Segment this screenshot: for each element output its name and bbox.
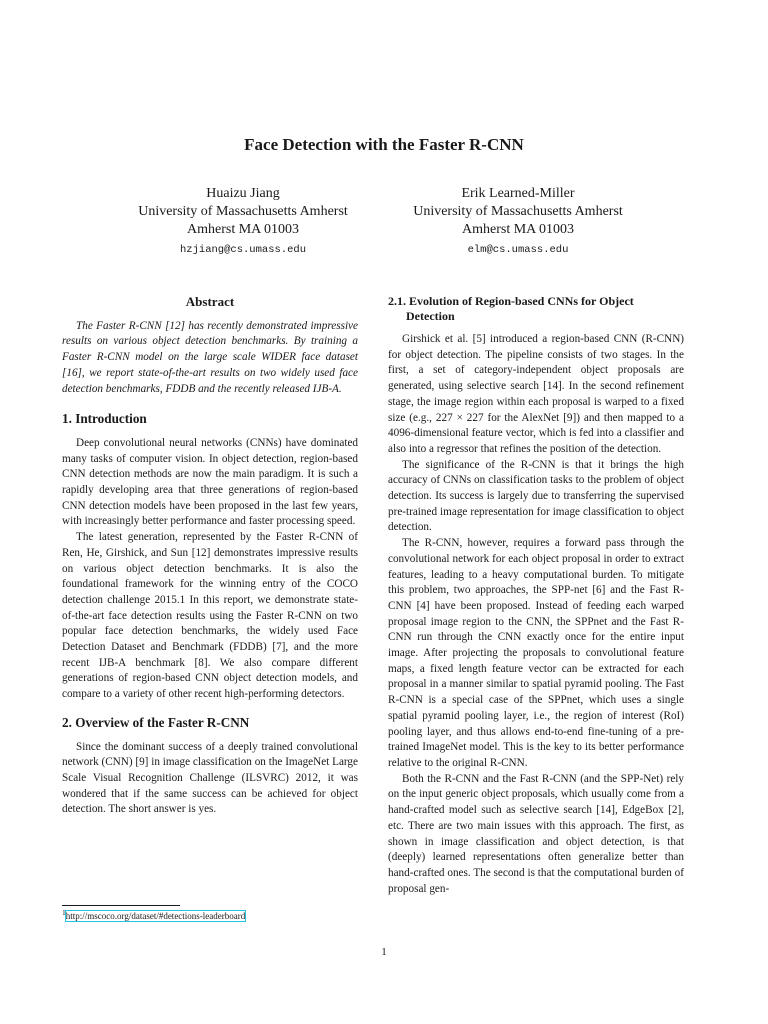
author-block-1 bbox=[113, 185, 373, 259]
footnote bbox=[62, 905, 358, 921]
paper-title: Face Detection with the Faster R-CNN bbox=[244, 135, 524, 154]
subsection-2-1-paragraph: The significance of the R-CNN is that it brings the high accuracy of CNNs on classification tasks to the problem of object detection. Its success is largely due to transferring the supervised pre-trained image representation for image classification to object detection. bbox=[388, 458, 684, 534]
subsection-2-1-heading: 2.1. Evolution of Region-based CNNs for Object Detection bbox=[388, 294, 634, 323]
author-email[interactable]: elm@cs.umass.edu bbox=[467, 244, 569, 256]
author-address: Amherst MA 01003 bbox=[462, 222, 574, 237]
author-name: Erik Learned-Miller bbox=[461, 186, 575, 201]
section-2-heading: 2. Overview of the Faster R-CNN bbox=[62, 714, 250, 730]
section-2-paragraph: Since the dominant success of a deeply trained convolutional network (CNN) [9] in image classification on the ImageNet Large Scale Visual Recognition Challenge (ILSVRC) 2012, it was wondered that if the same success can be achieved for object detection. The short answer is yes. bbox=[62, 740, 358, 816]
page-number: 1 bbox=[381, 946, 387, 958]
subsection-2-1-paragraph: The R-CNN, however, requires a forward pass through the convolutional network for each object proposal in order to extract features, leading to a heavy computational burden. To mitigate this problem, two approaches, the SPP-net [6] and the Fast R-CNN [4] have been proposed. Instead of feeding each warped proposal image region to the CNN, the SPPnet and the Fast R-CNN run through the CNN exactly once for the entire input image. After projecting the proposals to convolutional feature maps, a fixed length feature vector can be extracted for each proposal in a manner similar to spatial pyramid pooling. The Fast R-CNN is a special case of the SPPnet, which uses a single spatial pyramid pooling layer, i.e., the region of interest (RoI) pooling layer, and thus allows end-to-end fine-tuning of a pre-trained ImageNet model. This is the key to its better performance relative to the original R-CNN. bbox=[388, 537, 684, 769]
abstract-text: The Faster R-CNN [12] has recently demonstrated impressive results on various object detection benchmarks. By training a Faster R-CNN model on the large scale WIDER face dataset [16], we report state-of-the-art results on two widely used face detection benchmarks, FDDB and the recently released IJB-A. bbox=[62, 319, 358, 395]
author-affiliation: University of Massachusetts Amherst bbox=[138, 204, 348, 219]
left-column bbox=[62, 294, 358, 818]
abstract-heading: Abstract bbox=[185, 294, 235, 309]
author-email[interactable]: hzjiang@cs.umass.edu bbox=[179, 244, 307, 256]
footnote-link[interactable]: http://mscoco.org/dataset/#detections-leaderboard bbox=[65, 911, 246, 921]
subsection-2-1-paragraph: Both the R-CNN and the Fast R-CNN (and the SPP-Net) rely on the input generic object proposals, which usually come from a hand-crafted model such as selective search [14], EdgeBox [2], etc. There are two main issues with this approach. The first, as shown in image classification and object detection, is that (deeply) learned representations often generalize better than hand-crafted ones. The second is that the computational burden of proposal gen- bbox=[388, 772, 684, 895]
footnote-number: 1 bbox=[62, 908, 66, 917]
section-1-heading: 1. Introduction bbox=[62, 411, 147, 427]
right-column bbox=[388, 294, 684, 897]
subsection-2-1-paragraph: Girshick et al. [5] introduced a region-based CNN (R-CNN) for object detection. The pipeline consists of two stages. In the first, a set of category-independent object proposals are generated, using selective search [14]. In the second refinement stage, the image region within each proposal is warped to a fixed size (e.g., 227 × 227 for the AlexNet [9]) and then mapped to a 4096-dimensional feature vector, which is fed into a classifier and also into a regressor that refines the position of the detection. bbox=[388, 333, 684, 455]
author-address: Amherst MA 01003 bbox=[187, 222, 299, 237]
author-name: Huaizu Jiang bbox=[206, 186, 280, 201]
section-1-paragraph: Deep convolutional neural networks (CNNs) have dominated many tasks of computer vision. In object detection, region-based CNN detection methods are now the main paradigm. It is such a rapidly developing area that three generations of region-based CNN detection models have been proposed in the last few years, with increasingly better performance and faster processing speed. bbox=[62, 436, 358, 528]
author-block-2 bbox=[388, 185, 648, 259]
section-1-paragraph: The latest generation, represented by the Faster R-CNN of Ren, He, Girshick, and Sun [12] demonstrates impressive results on various object detection benchmarks. It is also the foundational framework for the winning entry of the COCO detection challenge 2015.1 In this report, we demonstrate state-of-the-art face detection results using the Faster R-CNN on two popular face detection benchmarks, the widely used Face Detection Dataset and Benchmark (FDDB) [7], and the more recent IJB-A benchmark [8]. We also compare different generations of region-based CNN object detection models, and compare to a variety of other recent high-performing detectors. bbox=[62, 531, 358, 701]
footnote-rule bbox=[62, 905, 180, 906]
author-affiliation: University of Massachusetts Amherst bbox=[413, 204, 623, 219]
